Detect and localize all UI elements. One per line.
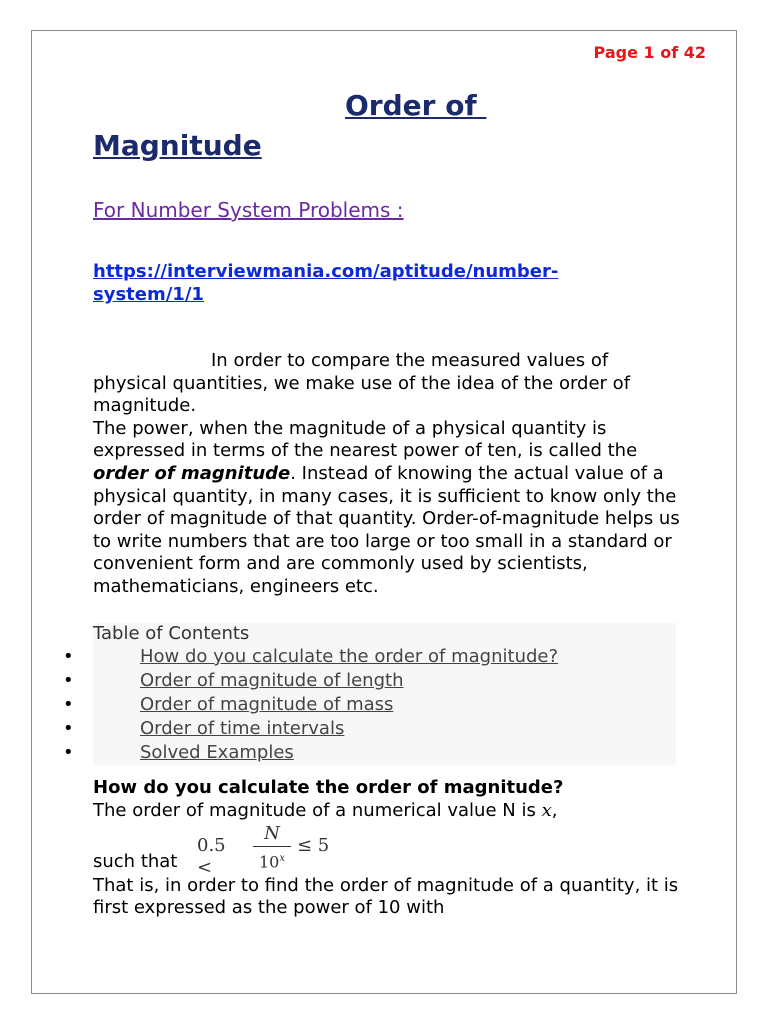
formula-left: 0.5 <: [197, 834, 226, 879]
toc-link-calculate[interactable]: How do you calculate the order of magnitude?: [140, 646, 559, 667]
bullet-icon: •: [63, 742, 74, 763]
title-line-2: Magnitude: [93, 129, 262, 162]
subtitle-link[interactable]: For Number System Problems :: [93, 198, 404, 222]
section-heading: How do you calculate the order of magnitude?: [93, 777, 564, 798]
formula-right: ≤ 5: [297, 834, 330, 856]
source-link-line-1: https://interviewmania.com/aptitude/number-: [93, 261, 559, 282]
page-indicator: Page 1 of 42: [593, 43, 706, 62]
toc-title: Table of Contents: [93, 623, 250, 644]
table-of-contents: [63, 623, 676, 765]
bullet-icon: •: [63, 718, 74, 739]
formula-denominator: 10$^x$: [259, 851, 285, 871]
bullet-icon: •: [63, 646, 74, 667]
bullet-icon: •: [63, 694, 74, 715]
toc-link-examples[interactable]: Solved Examples: [140, 742, 294, 763]
variable-x: x: [541, 800, 552, 821]
document-title: [93, 86, 693, 166]
formula-numerator: N: [264, 822, 280, 844]
toc-link-length[interactable]: Order of magnitude of length: [140, 670, 404, 691]
section-body: [93, 800, 683, 920]
toc-link-mass[interactable]: Order of magnitude of mass: [140, 694, 394, 715]
section-paragraph-2: That is, in order to find the order of magnitude of a quantity, it is first expressed as the power of 10 with: [93, 874, 679, 919]
bullet-icon: •: [63, 670, 74, 691]
section-line-1: The order of magnitude of a numerical value N is x,: [93, 800, 558, 821]
emphasis-term: order of magnitude: [93, 462, 291, 484]
intro-text: [93, 350, 683, 599]
source-link[interactable]: [93, 260, 653, 306]
intro-paragraph-1: In order to compare the measured values of physical quantities, we make use of the idea of the order of magnitude.: [93, 350, 631, 417]
formula-fraction: [253, 823, 291, 873]
formula-row: [93, 822, 683, 879]
fraction-bar: [253, 846, 291, 847]
such-that-label: such that: [93, 850, 178, 872]
intro-paragraph-2: The power, when the magnitude of a physical quantity is expressed in terms of the nearest power of ten, is called the order of magnitude. Instead of knowing the actual value of a physical quantity, in many cases, it is sufficient to know only the order of magnitude of that quantity. Order-of-magnitude helps us to write numbers that are too large or too small in a standard or convenient form and are commonly used by scientists, mathematicians, engineers etc.: [93, 417, 680, 597]
toc-link-time[interactable]: Order of time intervals: [140, 718, 345, 739]
source-link-line-2: system/1/1: [93, 284, 204, 305]
title-line-1: Order of: [345, 89, 487, 122]
